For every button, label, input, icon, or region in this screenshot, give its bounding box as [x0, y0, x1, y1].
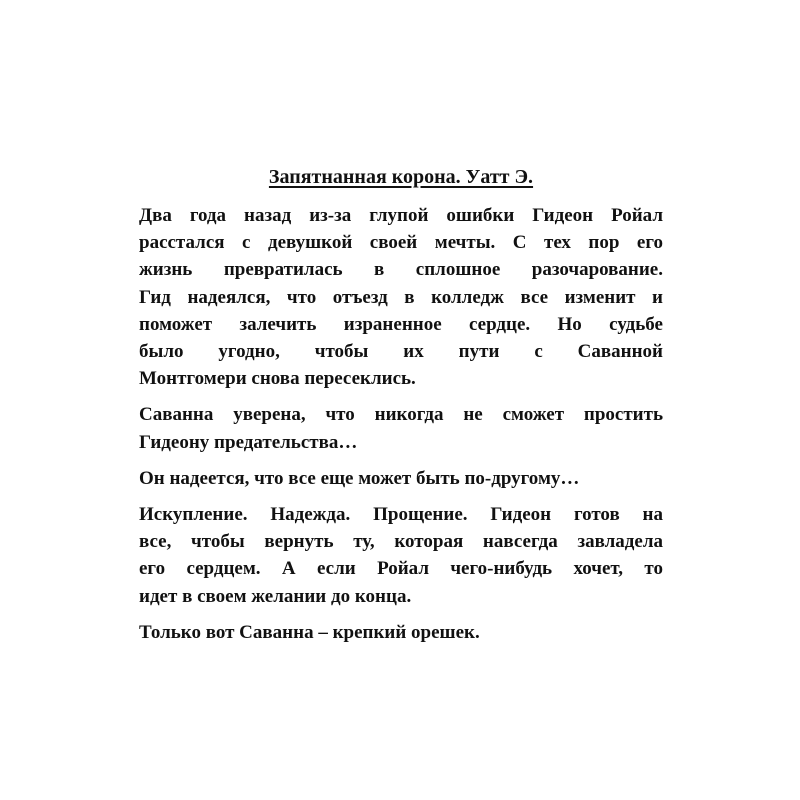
paragraph-line: Саванна уверена, что никогда не сможет простить — [139, 404, 663, 426]
paragraph-4 — [139, 501, 663, 610]
paragraph-line: поможет залечить израненное сердце. Но судьбе — [139, 313, 663, 335]
paragraph-5 — [139, 619, 663, 646]
paragraph-3 — [139, 465, 663, 492]
paragraph-line: его сердцем. А если Ройал чего-нибудь хочет, то — [139, 558, 663, 580]
paragraph-line: было угодно, чтобы их пути с Саванной — [139, 341, 663, 363]
paragraph-line: Два года назад из-за глупой ошибки Гидеон Ройал — [139, 205, 663, 226]
paragraph-line: Только вот Саванна – крепкий орешек. — [139, 621, 480, 643]
paragraph-line: Он надеется, что все еще может быть по-другому… — [139, 467, 580, 489]
paragraph-line: Гидеону предательства… — [139, 431, 358, 453]
paragraph-line: расстался с девушкой своей мечты. С тех пор его — [139, 232, 663, 254]
document-content — [139, 163, 663, 655]
paragraph-line: идет в своем желании до конца. — [139, 585, 412, 607]
paragraph-2 — [139, 401, 663, 455]
paragraph-line: Искупление. Надежда. Прощение. Гидеон готов на — [139, 504, 663, 526]
paragraph-line: Монтгомери снова пересеклись. — [139, 368, 416, 390]
paragraph-line: все, чтобы вернуть ту, которая навсегда завладела — [139, 531, 663, 553]
paragraph-line: жизнь превратилась в сплошное разочарование. — [139, 259, 663, 281]
paragraph-line: Гид надеялся, что отъезд в колледж все изменит и — [139, 286, 663, 308]
document-title: Запятнанная корона. Уатт Э. — [268, 166, 534, 188]
paragraph-1 — [139, 202, 663, 392]
